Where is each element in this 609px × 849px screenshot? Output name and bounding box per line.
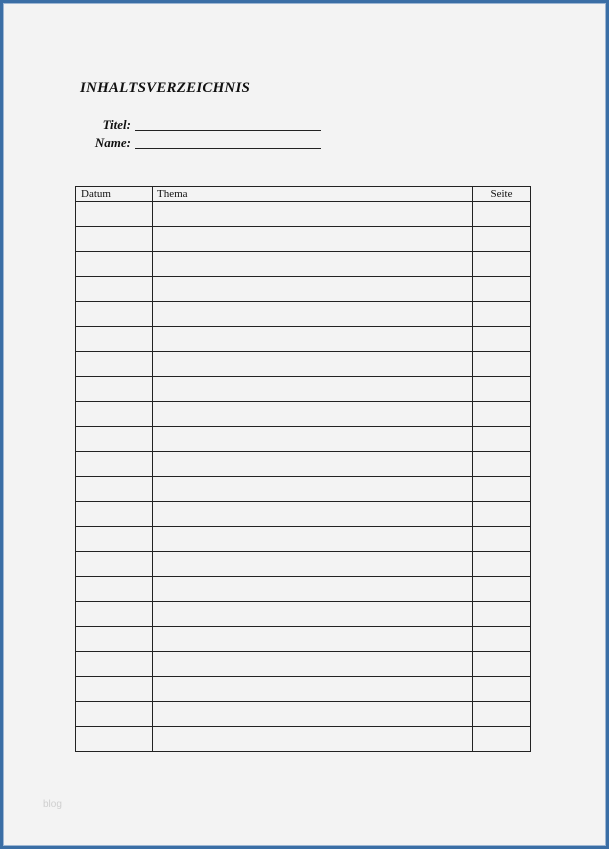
table-cell-seite[interactable] bbox=[473, 477, 531, 502]
table-cell-seite[interactable] bbox=[473, 652, 531, 677]
name-field-label: Name: bbox=[94, 135, 131, 150]
table-cell-thema[interactable] bbox=[153, 302, 473, 327]
table-cell-seite[interactable] bbox=[473, 252, 531, 277]
table-cell-thema[interactable] bbox=[153, 477, 473, 502]
toc-table bbox=[75, 186, 531, 752]
table-cell-seite[interactable] bbox=[473, 602, 531, 627]
table-cell-thema[interactable] bbox=[153, 702, 473, 727]
column-header-seite: Seite bbox=[473, 187, 531, 202]
table-cell-datum[interactable] bbox=[76, 652, 153, 677]
table-cell-thema[interactable] bbox=[153, 252, 473, 277]
table-cell-seite[interactable] bbox=[473, 502, 531, 527]
name-field bbox=[63, 134, 321, 150]
table-cell-seite[interactable] bbox=[473, 277, 531, 302]
table-header-row bbox=[76, 187, 531, 202]
table-cell-seite[interactable] bbox=[473, 527, 531, 552]
table-cell-thema[interactable] bbox=[153, 352, 473, 377]
table-cell-datum[interactable] bbox=[76, 252, 153, 277]
table-cell-seite[interactable] bbox=[473, 577, 531, 602]
table-cell-datum[interactable] bbox=[76, 577, 153, 602]
column-header-datum: Datum bbox=[76, 187, 153, 202]
table-row bbox=[76, 452, 531, 477]
table-row bbox=[76, 602, 531, 627]
table-body bbox=[76, 202, 531, 752]
table-row bbox=[76, 352, 531, 377]
table-cell-thema[interactable] bbox=[153, 502, 473, 527]
table-cell-thema[interactable] bbox=[153, 527, 473, 552]
table-row bbox=[76, 727, 531, 752]
table-cell-thema[interactable] bbox=[153, 277, 473, 302]
page-title: INHALTSVERZEICHNIS bbox=[80, 80, 251, 96]
title-field bbox=[63, 116, 321, 132]
table-cell-datum[interactable] bbox=[76, 527, 153, 552]
table-row bbox=[76, 202, 531, 227]
table-cell-seite[interactable] bbox=[473, 227, 531, 252]
table-row bbox=[76, 227, 531, 252]
name-field-line[interactable] bbox=[135, 148, 321, 149]
table-row bbox=[76, 252, 531, 277]
table-cell-datum[interactable] bbox=[76, 377, 153, 402]
table-cell-thema[interactable] bbox=[153, 627, 473, 652]
table-cell-datum[interactable] bbox=[76, 627, 153, 652]
table-cell-seite[interactable] bbox=[473, 727, 531, 752]
table-cell-datum[interactable] bbox=[76, 502, 153, 527]
table-cell-datum[interactable] bbox=[76, 327, 153, 352]
table-cell-seite[interactable] bbox=[473, 327, 531, 352]
table-cell-datum[interactable] bbox=[76, 302, 153, 327]
table-cell-datum[interactable] bbox=[76, 602, 153, 627]
table-cell-datum[interactable] bbox=[76, 452, 153, 477]
table-cell-thema[interactable] bbox=[153, 402, 473, 427]
table-row bbox=[76, 627, 531, 652]
table-cell-datum[interactable] bbox=[76, 277, 153, 302]
table-row bbox=[76, 377, 531, 402]
table-row bbox=[76, 652, 531, 677]
table-row bbox=[76, 577, 531, 602]
table-cell-datum[interactable] bbox=[76, 352, 153, 377]
table-row bbox=[76, 277, 531, 302]
table-cell-datum[interactable] bbox=[76, 202, 153, 227]
table-cell-thema[interactable] bbox=[153, 452, 473, 477]
table-cell-datum[interactable] bbox=[76, 427, 153, 452]
table-cell-thema[interactable] bbox=[153, 227, 473, 252]
table-row bbox=[76, 477, 531, 502]
table-row bbox=[76, 402, 531, 427]
table-cell-seite[interactable] bbox=[473, 702, 531, 727]
table-row bbox=[76, 302, 531, 327]
table-cell-thema[interactable] bbox=[153, 552, 473, 577]
table-cell-seite[interactable] bbox=[473, 402, 531, 427]
table-cell-thema[interactable] bbox=[153, 652, 473, 677]
table-row bbox=[76, 327, 531, 352]
table-cell-seite[interactable] bbox=[473, 302, 531, 327]
title-field-line[interactable] bbox=[135, 130, 321, 131]
table-cell-thema[interactable] bbox=[153, 327, 473, 352]
table-cell-thema[interactable] bbox=[153, 677, 473, 702]
table-cell-seite[interactable] bbox=[473, 377, 531, 402]
table-cell-datum[interactable] bbox=[76, 477, 153, 502]
table-row bbox=[76, 702, 531, 727]
table-cell-seite[interactable] bbox=[473, 677, 531, 702]
table-cell-thema[interactable] bbox=[153, 602, 473, 627]
table-cell-thema[interactable] bbox=[153, 577, 473, 602]
table-cell-seite[interactable] bbox=[473, 352, 531, 377]
table-cell-seite[interactable] bbox=[473, 427, 531, 452]
table-row bbox=[76, 502, 531, 527]
table-cell-datum[interactable] bbox=[76, 677, 153, 702]
table-row bbox=[76, 427, 531, 452]
table-cell-thema[interactable] bbox=[153, 202, 473, 227]
table-row bbox=[76, 527, 531, 552]
table-cell-thema[interactable] bbox=[153, 377, 473, 402]
title-field-label: Titel: bbox=[102, 117, 131, 132]
watermark: blog bbox=[43, 799, 62, 810]
table-row bbox=[76, 677, 531, 702]
table-cell-datum[interactable] bbox=[76, 227, 153, 252]
table-row bbox=[76, 552, 531, 577]
table-cell-seite[interactable] bbox=[473, 202, 531, 227]
column-header-thema: Thema bbox=[153, 187, 473, 202]
table-cell-seite[interactable] bbox=[473, 552, 531, 577]
table-cell-seite[interactable] bbox=[473, 452, 531, 477]
table-cell-datum[interactable] bbox=[76, 727, 153, 752]
table-cell-datum[interactable] bbox=[76, 402, 153, 427]
table-cell-thema[interactable] bbox=[153, 727, 473, 752]
table-cell-thema[interactable] bbox=[153, 427, 473, 452]
table-cell-datum[interactable] bbox=[76, 552, 153, 577]
table-cell-seite[interactable] bbox=[473, 627, 531, 652]
table-cell-datum[interactable] bbox=[76, 702, 153, 727]
